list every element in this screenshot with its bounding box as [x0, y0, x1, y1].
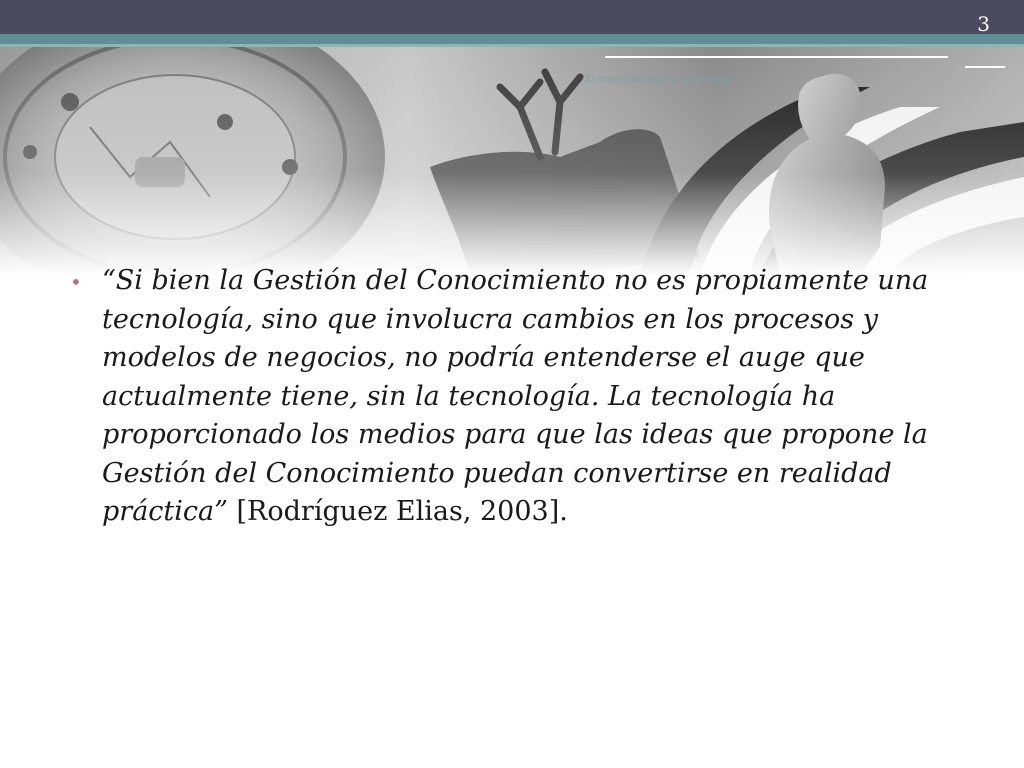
header-banner-image	[0, 47, 1024, 275]
header-rule	[605, 56, 948, 58]
quote-text: “Si bien la Gestión del Conocimiento no es propiamente una tecnología, sino que involucra cambios en los procesos y modelos de negocios, no podría entenderse el auge que actualmente tiene, sin la tecnología. La tecnología ha proporcionado los medios para que las ideas que propone la Gestión del Conocimiento puedan convertirse en realidad práctica”	[102, 265, 929, 527]
slide-number: 3	[977, 12, 990, 36]
accent-bar	[0, 34, 1024, 44]
top-bar	[0, 0, 1024, 34]
bullet-item	[70, 262, 970, 532]
slide-body	[70, 262, 970, 532]
slide-header-text: El conocimiento y su gestión	[585, 74, 731, 85]
citation-text: [Rodríguez Elias, 2003].	[227, 496, 568, 527]
bullet-icon: •	[70, 270, 82, 294]
bullet-text	[102, 262, 964, 532]
header-rule-short	[965, 66, 1005, 68]
